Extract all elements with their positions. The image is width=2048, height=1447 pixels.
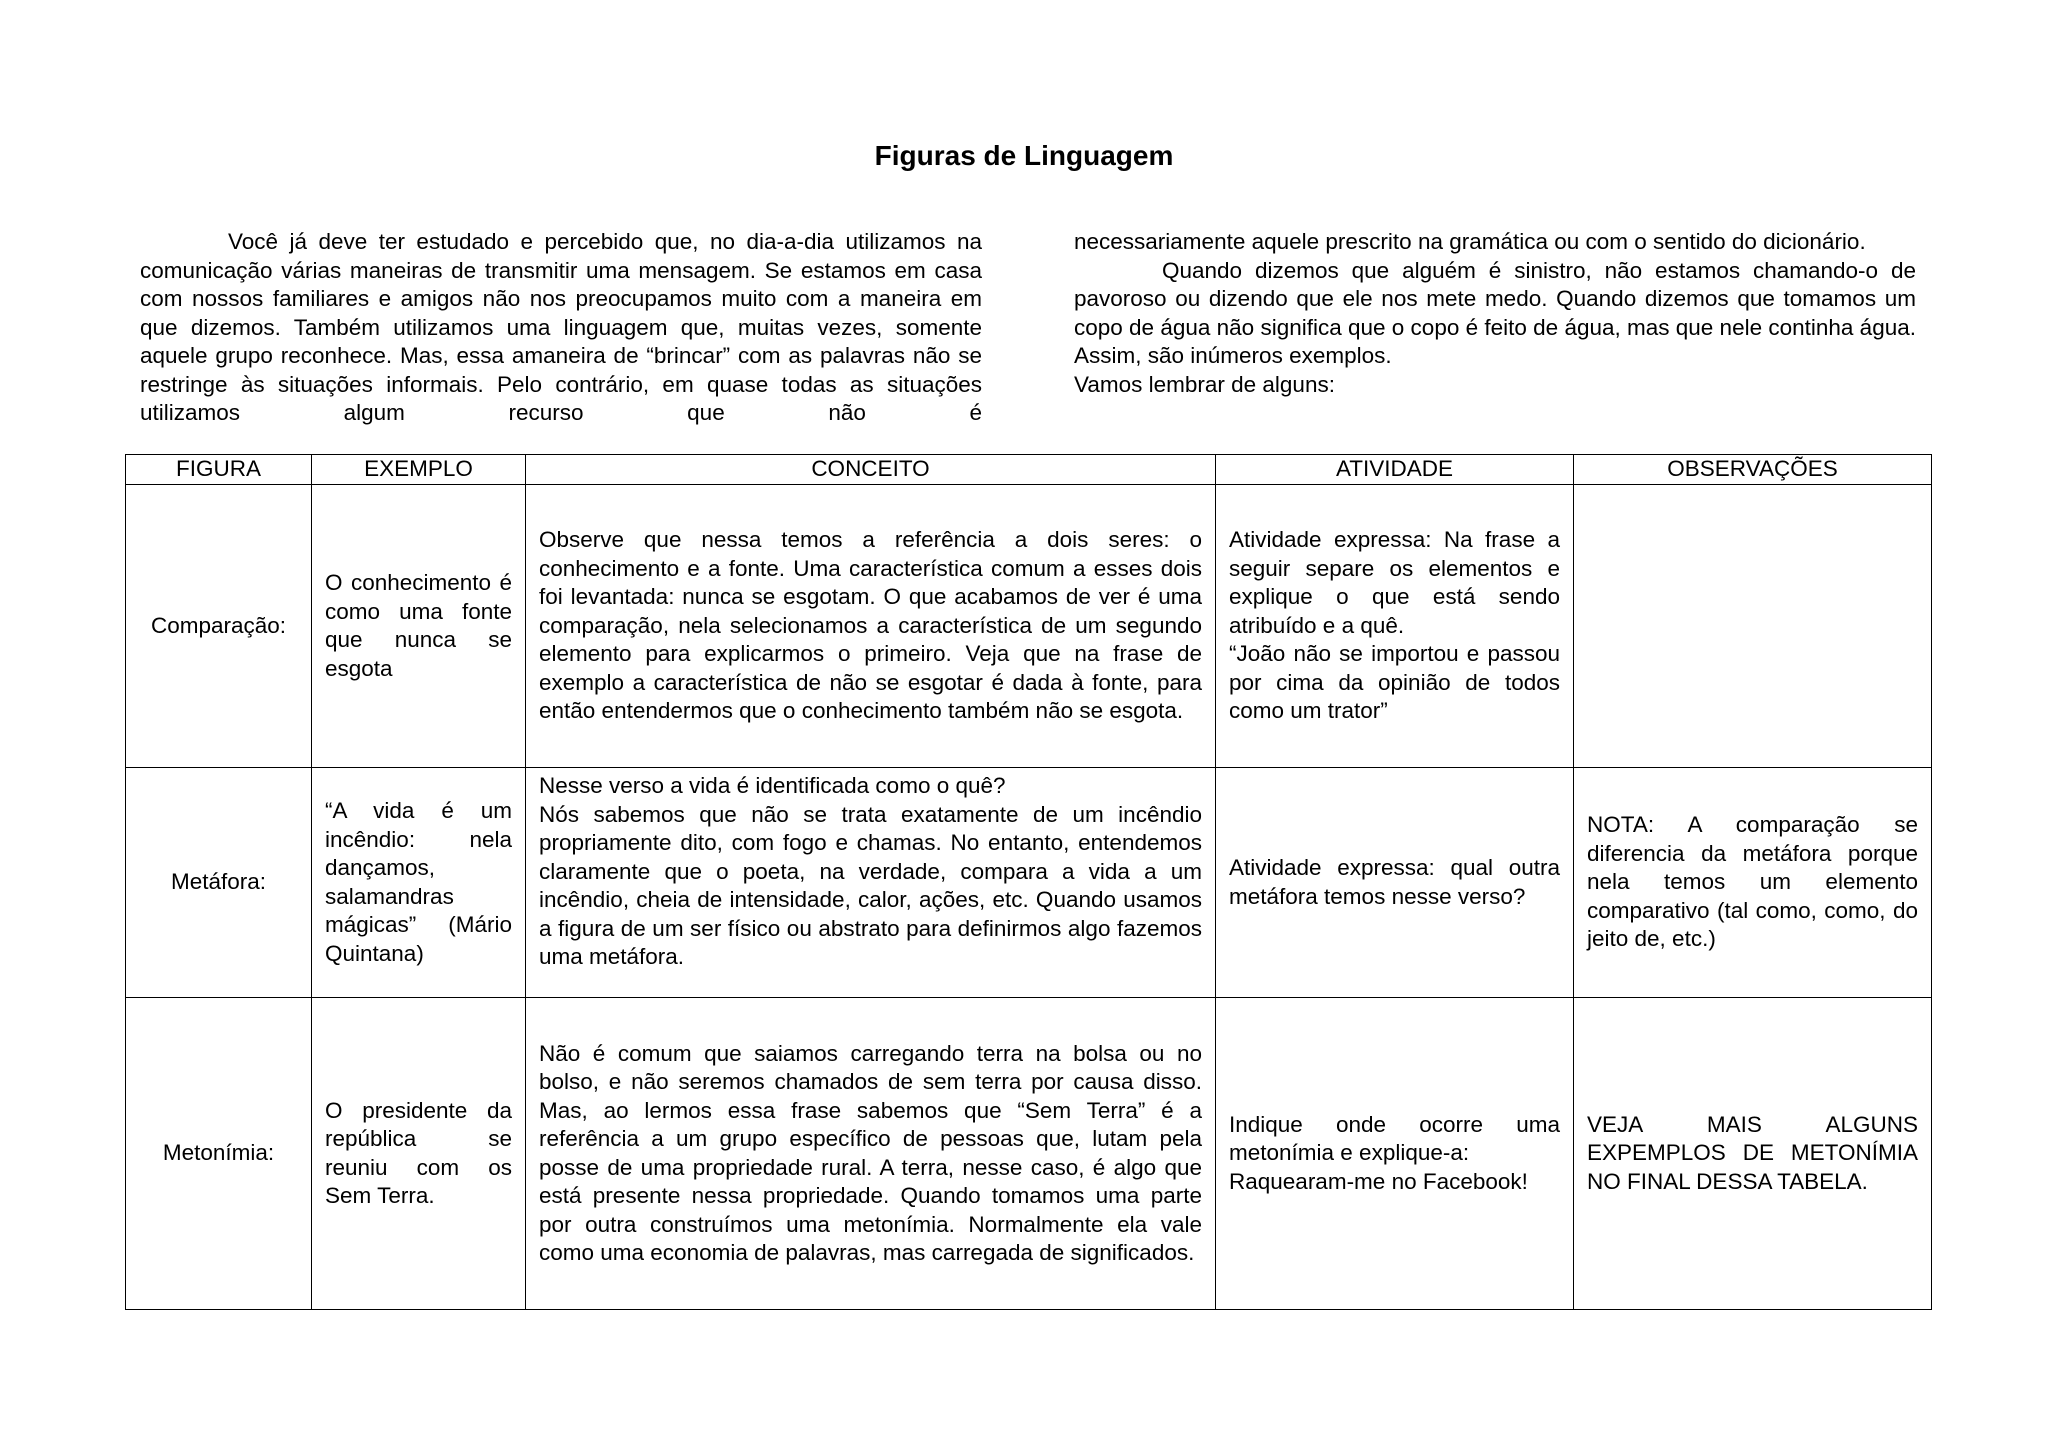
cell-figura: Comparação: bbox=[126, 485, 312, 768]
cell-exemplo: O presidente da república se reuniu com os Sem Terra. bbox=[312, 998, 526, 1310]
cell-exemplo: “A vida é um incêndio: nela dançamos, salamandras mágicas” (Mário Quintana) bbox=[312, 768, 526, 998]
cell-observacoes: NOTA: A comparação se diferencia da metáfora porque nela temos um elemento comparativo (tal como, como, do jeito de, etc.) bbox=[1574, 768, 1932, 998]
cell-atividade: Atividade expressa: qual outra metáfora temos nesse verso? bbox=[1216, 768, 1574, 998]
cell-figura: Metáfora: bbox=[126, 768, 312, 998]
table-header-row bbox=[126, 455, 1932, 485]
cell-figura: Metonímia: bbox=[126, 998, 312, 1310]
intro-right-column bbox=[1074, 228, 1916, 399]
page-title: Figuras de Linguagem bbox=[874, 140, 1174, 171]
intro-paragraph-continuation: necessariamente aquele prescrito na gramática ou com o sentido do dicionário. bbox=[1074, 229, 1866, 254]
header-exemplo: EXEMPLO bbox=[312, 455, 526, 485]
atividade-sentence: “João não se importou e passou por cima da opinião de todos como um trator” bbox=[1229, 641, 1560, 724]
atividade-instruction: Atividade expressa: Na frase a seguir separe os elementos e explique o que está sendo atribuído e a quê. bbox=[1229, 527, 1560, 638]
cell-atividade bbox=[1216, 998, 1574, 1310]
atividade-instruction: Indique onde ocorre uma metonímia e explique-a: bbox=[1229, 1111, 1560, 1166]
header-figura: FIGURA bbox=[126, 455, 312, 485]
cell-observacoes bbox=[1574, 485, 1932, 768]
cell-atividade bbox=[1216, 485, 1574, 768]
atividade-sentence: Raquearam-me no Facebook! bbox=[1229, 1168, 1528, 1194]
header-atividade: ATIVIDADE bbox=[1216, 455, 1574, 485]
cell-conceito: Observe que nessa temos a referência a dois seres: o conhecimento e a fonte. Uma característica comum a esses dois foi levantada: nunca se esgotam. O que acabamos de ver é uma comparação, nela selecionamos a característica de um segundo elemento para explicarmos o primeiro. Veja que na frase de exemplo a característica de não se esgotar é dada à fonte, para então entendermos que o conhecimento também não se esgota. bbox=[526, 485, 1216, 768]
conceito-text: Nós sabemos que não se trata exatamente de um incêndio propriamente dito, com fogo e chamas. No entanto, entendemos claramente que o poeta, na verdade, compara a vida a um incêndio, cheia de intensidade, calor, ações, etc. Quando usamos a figura de um ser físico ou abstrato para definirmos algo fazemos uma metáfora. bbox=[539, 801, 1202, 969]
intro-paragraph-examples: Quando dizemos que alguém é sinistro, não estamos chamando-o de pavoroso ou dizendo que ele nos mete medo. Quando dizemos que tomamos um copo de água não significa que o copo é feito de água, mas que nele continha água. Assim, são inúmeros exemplos. bbox=[1074, 257, 1916, 368]
cell-conceito: Não é comum que saiamos carregando terra na bolsa ou no bolso, e não seremos chamados de sem terra por causa disso. Mas, ao lermos essa frase sabemos que “Sem Terra” é a referência a um grupo específico de pessoas que, lutam pela posse de uma propriedade rural. A terra, nesse caso, é algo que está presente nessa propriedade. Quando tomamos uma parte por outra construímos uma metonímia. Normalmente ela vale como uma economia de palavras, mas carregada de significados. bbox=[526, 998, 1216, 1310]
cell-conceito bbox=[526, 768, 1216, 998]
intro-left-column bbox=[140, 228, 982, 428]
intro-paragraph: Você já deve ter estudado e percebido que, no dia-a-dia utilizamos na comunicação várias maneiras de transmitir uma mensagem. Se estamos em casa com nossos familiares e amigos não nos preocupamos muito com a maneira em que dizemos. Também utilizamos uma linguagem que, muitas vezes, somente aquele grupo reconhece. Mas, essa amaneira de “brincar” com as palavras não se restringe às situações informais. Pelo contrário, em quase todas as situações utilizamos algum recurso que não é bbox=[140, 229, 982, 425]
conceito-question: Nesse verso a vida é identificada como o quê? bbox=[539, 773, 1006, 798]
cell-exemplo: O conhecimento é como uma fonte que nunca se esgota bbox=[312, 485, 526, 768]
cell-observacoes: VEJA MAIS ALGUNS EXPEMPLOS DE METONÍMIA NO FINAL DESSA TABELA. bbox=[1574, 998, 1932, 1310]
table-row-metafora bbox=[126, 768, 1932, 998]
header-conceito: CONCEITO bbox=[526, 455, 1216, 485]
intro-closing-line: Vamos lembrar de alguns: bbox=[1074, 371, 1335, 397]
figures-table bbox=[125, 454, 1932, 1310]
table-row-metonimia bbox=[126, 998, 1932, 1310]
header-observacoes: OBSERVAÇÕES bbox=[1574, 455, 1932, 485]
table-row-comparacao bbox=[126, 485, 1932, 768]
